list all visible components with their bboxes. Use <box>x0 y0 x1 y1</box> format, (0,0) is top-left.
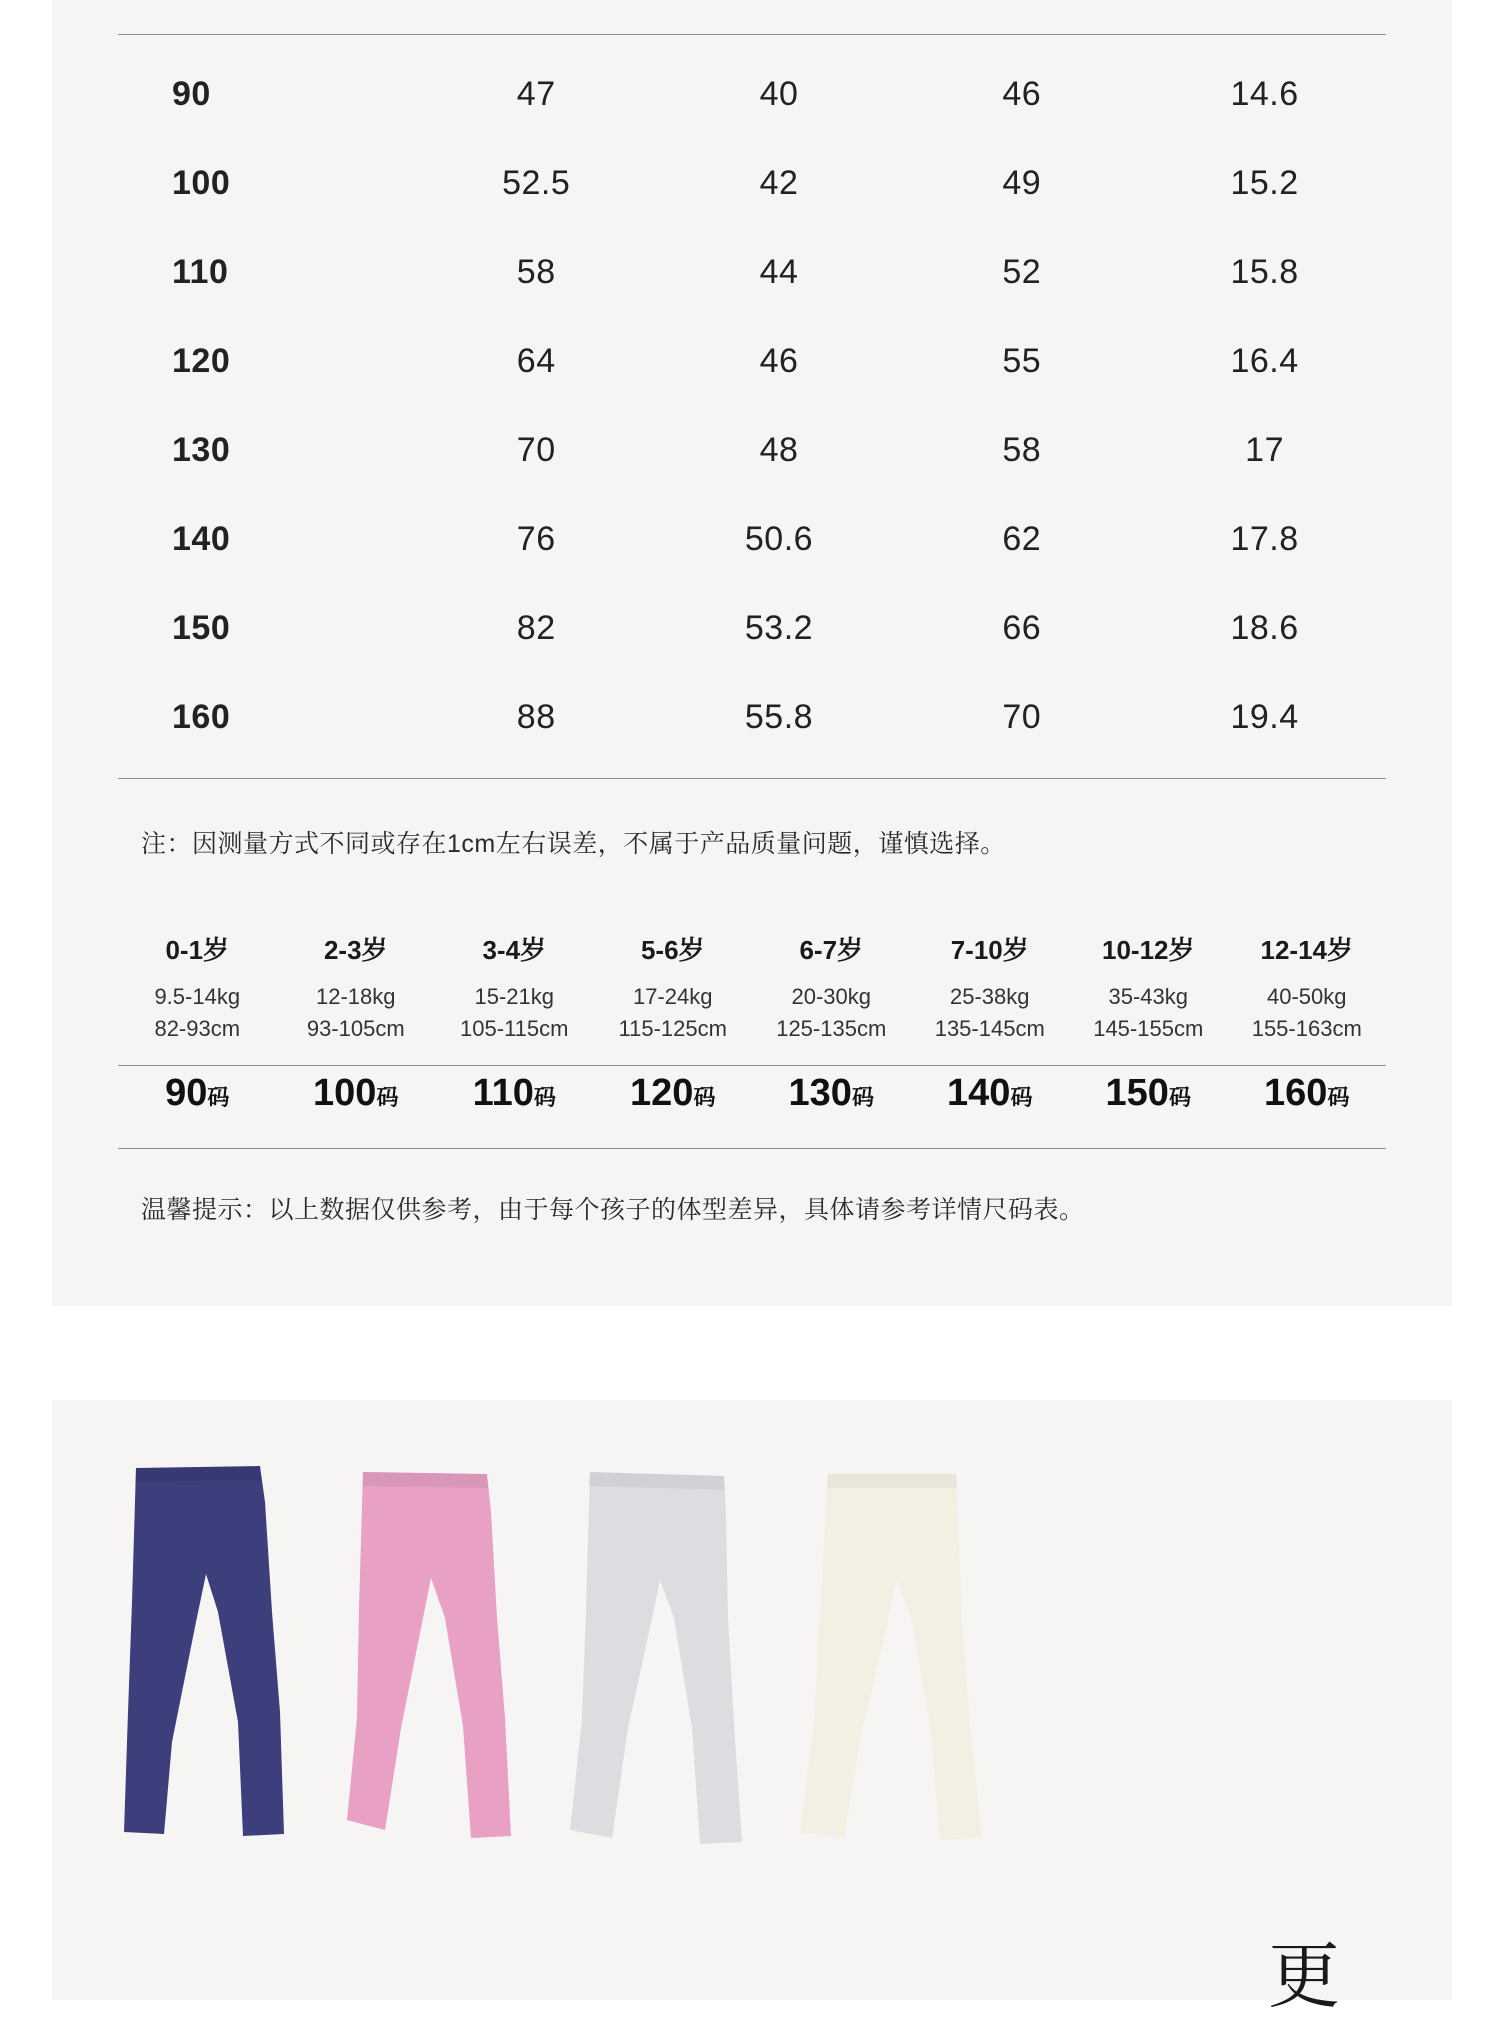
weight-range: 35-43kg <box>1108 984 1188 1009</box>
age-guide-item <box>911 930 1070 1045</box>
value-cell: 66 <box>1002 609 1042 647</box>
size-code-number: 120 <box>630 1072 694 1114</box>
value-cell: 76 <box>516 520 556 558</box>
size-code <box>1069 1072 1228 1115</box>
size-code <box>277 1072 436 1115</box>
size-code-number: 90 <box>165 1072 208 1114</box>
size-code-number: 140 <box>947 1072 1011 1114</box>
age-label: 3-4岁 <box>482 935 547 965</box>
height-range: 105-115cm <box>460 1016 569 1041</box>
size-code-suffix: 码 <box>376 1085 399 1110</box>
height-range: 115-125cm <box>618 1016 727 1041</box>
measurement-note: 注：因测量方式不同或存在1cm左右误差，不属于产品质量问题，谨慎选择。 <box>141 830 1006 858</box>
table-row <box>118 50 1386 139</box>
value-cell: 42 <box>759 164 799 202</box>
age-guide-item <box>1069 930 1228 1045</box>
age-label: 12-14岁 <box>1260 935 1353 965</box>
table-row <box>118 495 1386 584</box>
age-label: 6-7岁 <box>799 935 864 965</box>
size-code-number: 110 <box>472 1072 534 1114</box>
weight-range: 17-24kg <box>632 984 713 1009</box>
value-cell: 62 <box>1002 520 1042 558</box>
weight-range: 9.5-14kg <box>154 984 241 1009</box>
cream-leggings-image <box>798 1470 983 1844</box>
size-code-row <box>118 1072 1386 1115</box>
age-guide-item <box>1228 930 1387 1045</box>
table-row <box>118 406 1386 495</box>
table-row <box>118 673 1386 762</box>
size-code <box>594 1072 753 1115</box>
value-cell: 58 <box>1002 431 1042 469</box>
size-code <box>435 1072 594 1115</box>
age-guide-item <box>594 930 753 1045</box>
table-top-rule <box>118 34 1386 35</box>
grey-leggings <box>570 1472 742 1844</box>
table-row <box>118 228 1386 317</box>
value-cell: 49 <box>1002 164 1042 202</box>
value-cell: 88 <box>516 698 556 736</box>
size-cell: 100 <box>172 164 231 202</box>
age-guide-item <box>435 930 594 1045</box>
value-cell: 46 <box>1002 75 1042 113</box>
weight-range: 20-30kg <box>791 984 871 1009</box>
value-cell: 64 <box>516 342 556 380</box>
table-row <box>118 139 1386 228</box>
table-row <box>118 317 1386 406</box>
value-cell: 70 <box>1002 698 1042 736</box>
value-cell: 52.5 <box>502 164 571 202</box>
age-label: 0-1岁 <box>165 935 230 965</box>
size-code-number: 160 <box>1264 1072 1328 1114</box>
value-cell: 44 <box>759 253 799 291</box>
size-code-suffix: 码 <box>1327 1085 1350 1110</box>
age-guide-item <box>118 930 277 1045</box>
size-code-suffix: 码 <box>693 1085 716 1110</box>
size-code-number: 150 <box>1105 1072 1169 1114</box>
size-cell: 120 <box>172 342 231 380</box>
table-bottom-rule <box>118 778 1386 779</box>
value-cell: 15.2 <box>1230 164 1299 202</box>
grey-leggings-image <box>568 1468 743 1846</box>
size-code-suffix: 码 <box>533 1085 556 1110</box>
size-code <box>911 1072 1070 1115</box>
value-cell: 52 <box>1002 253 1042 291</box>
value-cell: 55.8 <box>744 698 814 736</box>
size-cell: 160 <box>172 698 231 736</box>
size-code-suffix: 码 <box>851 1085 874 1110</box>
value-cell: 16.4 <box>1230 342 1299 380</box>
age-guide-item <box>752 930 911 1045</box>
pink-leggings <box>347 1472 511 1838</box>
size-cell: 150 <box>172 609 231 647</box>
age-label: 5-6岁 <box>640 935 705 965</box>
age-label: 2-3岁 <box>323 935 388 965</box>
navy-leggings <box>124 1466 284 1836</box>
value-cell: 15.8 <box>1230 253 1299 291</box>
size-code-suffix: 码 <box>1168 1085 1191 1110</box>
value-cell: 50.6 <box>744 520 814 558</box>
age-guide-item <box>277 930 436 1045</box>
size-cell: 90 <box>172 75 211 113</box>
size-code-number: 100 <box>313 1072 377 1114</box>
value-cell: 19.4 <box>1230 698 1299 736</box>
table-row <box>118 584 1386 673</box>
weight-range: 25-38kg <box>949 984 1030 1009</box>
height-range: 82-93cm <box>154 1016 241 1041</box>
value-cell: 18.6 <box>1230 609 1299 647</box>
weight-range: 12-18kg <box>315 984 396 1009</box>
size-code <box>752 1072 911 1115</box>
code-top-rule <box>118 1065 1386 1066</box>
value-cell: 55 <box>1002 342 1042 380</box>
navy-leggings-image <box>120 1462 285 1840</box>
age-guide <box>118 930 1386 1045</box>
value-cell: 70 <box>516 431 556 469</box>
size-code-suffix: 码 <box>1010 1085 1033 1110</box>
height-range: 145-155cm <box>1093 1016 1204 1041</box>
value-cell: 17 <box>1245 431 1284 469</box>
height-range: 125-135cm <box>776 1016 887 1041</box>
height-range: 135-145cm <box>934 1016 1045 1041</box>
weight-range: 40-50kg <box>1266 984 1347 1009</box>
size-code-number: 130 <box>788 1072 852 1114</box>
height-range: 155-163cm <box>1251 1016 1362 1041</box>
value-cell: 40 <box>759 75 799 113</box>
value-cell: 47 <box>516 75 556 113</box>
size-code-suffix: 码 <box>207 1085 230 1110</box>
value-cell: 58 <box>516 253 556 291</box>
size-cell: 140 <box>172 520 231 558</box>
value-cell: 53.2 <box>744 609 814 647</box>
weight-range: 15-21kg <box>474 984 554 1009</box>
size-table <box>118 50 1386 762</box>
size-code <box>118 1072 277 1115</box>
code-bottom-rule <box>118 1148 1386 1149</box>
size-code <box>1228 1072 1387 1115</box>
value-cell: 46 <box>759 342 799 380</box>
age-label: 7-10岁 <box>950 935 1029 965</box>
value-cell: 17.8 <box>1230 520 1299 558</box>
size-cell: 110 <box>172 253 229 291</box>
cream-leggings <box>800 1474 982 1840</box>
pink-leggings-image <box>345 1468 513 1842</box>
value-cell: 14.6 <box>1230 75 1299 113</box>
tip-note: 温馨提示：以上数据仅供参考，由于每个孩子的体型差异，具体请参考详情尺码表。 <box>141 1196 1085 1224</box>
size-cell: 130 <box>172 431 231 469</box>
value-cell: 48 <box>759 431 799 469</box>
height-range: 93-105cm <box>306 1016 405 1041</box>
age-label: 10-12岁 <box>1102 935 1195 965</box>
more-heading: 更 <box>1268 1937 1341 2017</box>
value-cell: 82 <box>516 609 556 647</box>
